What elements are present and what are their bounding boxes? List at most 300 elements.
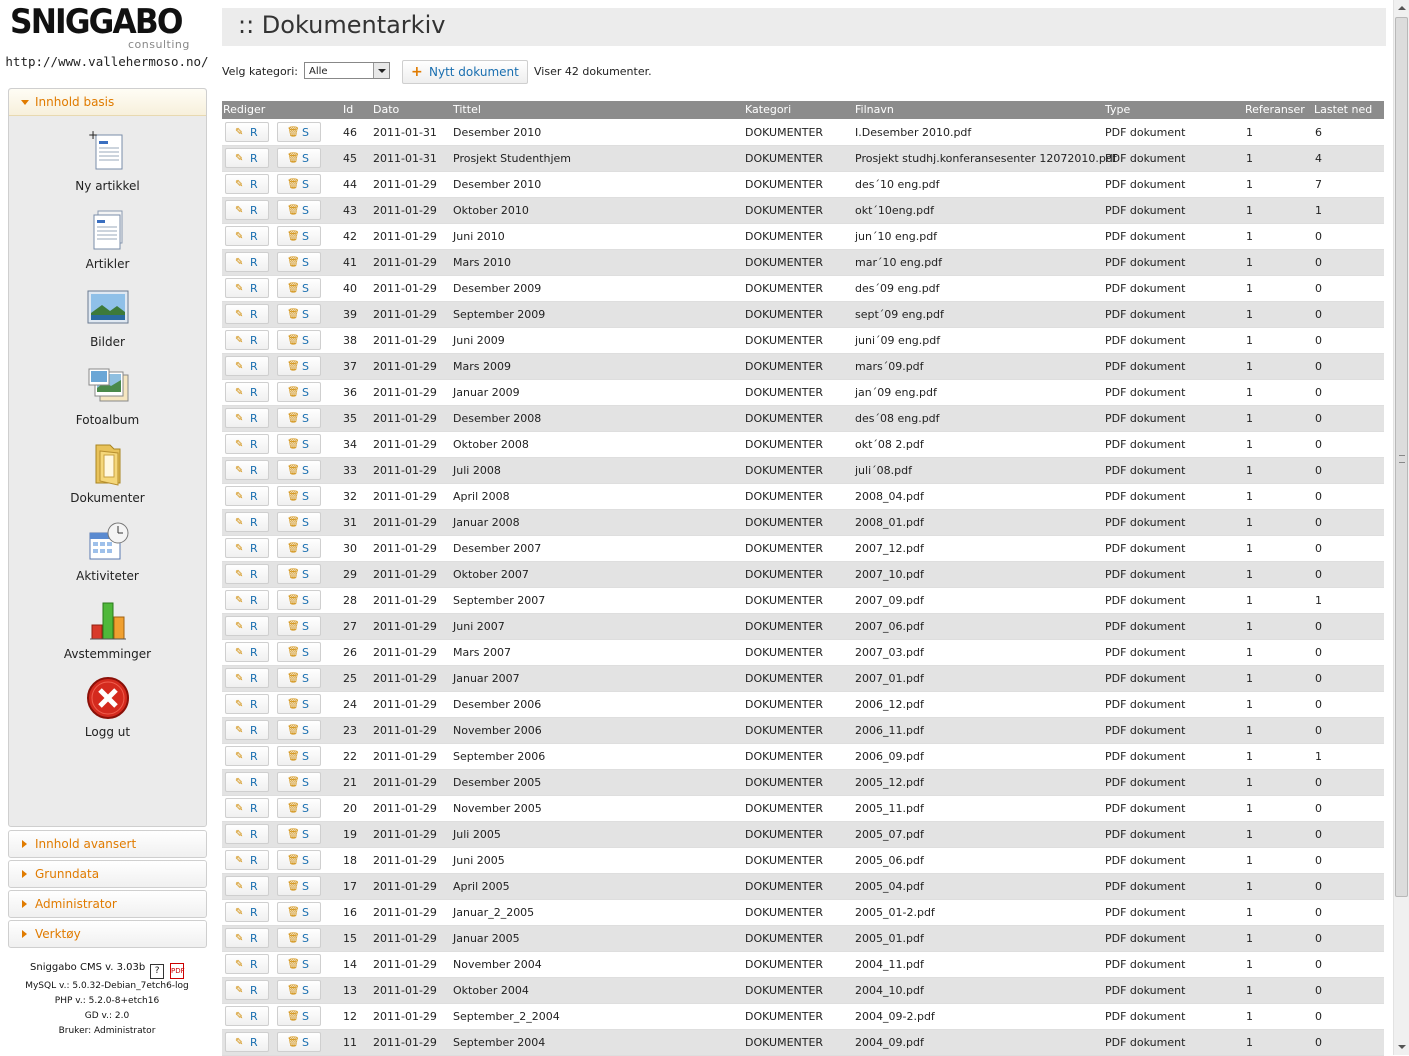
- pencil-icon: ✎: [235, 933, 244, 944]
- trash-icon: 🗑: [287, 959, 300, 970]
- delete-button[interactable]: [277, 1006, 321, 1026]
- delete-label: S: [302, 828, 309, 841]
- delete-label: S: [302, 854, 309, 867]
- cell-id: 18: [343, 854, 357, 867]
- cell-dato: 2011-01-29: [373, 412, 437, 425]
- edit-button[interactable]: [225, 538, 269, 558]
- cell-kategori: DOKUMENTER: [745, 880, 824, 893]
- images-icon: [84, 285, 132, 331]
- edit-button[interactable]: [225, 720, 269, 740]
- table-row: [222, 250, 1384, 276]
- cell-type: PDF dokument: [1105, 516, 1186, 529]
- bar-chart-icon: [84, 597, 132, 643]
- cell-dato: 2011-01-29: [373, 854, 437, 867]
- table-row: [222, 380, 1384, 406]
- edit-label: R: [250, 230, 258, 243]
- cell-lastet-ned: 0: [1315, 282, 1322, 295]
- col-header-rediger: Rediger: [223, 103, 266, 116]
- cell-type: PDF dokument: [1105, 958, 1186, 971]
- edit-button[interactable]: [225, 434, 269, 454]
- edit-button[interactable]: [225, 408, 269, 428]
- cell-lastet-ned: 0: [1315, 438, 1322, 451]
- cell-filnavn[interactable]: 2005_06.pdf: [855, 854, 924, 867]
- edit-button[interactable]: [225, 356, 269, 376]
- delete-button[interactable]: [277, 304, 321, 324]
- cell-lastet-ned: 0: [1315, 412, 1322, 425]
- col-header-referanser[interactable]: Referanser: [1245, 103, 1305, 116]
- cell-referanser: 1: [1246, 516, 1253, 529]
- cell-kategori: DOKUMENTER: [745, 516, 824, 529]
- cell-filnavn[interactable]: 2008_01.pdf: [855, 516, 924, 529]
- edit-button[interactable]: [225, 590, 269, 610]
- delete-button[interactable]: [277, 148, 321, 168]
- cell-id: 32: [343, 490, 357, 503]
- edit-button[interactable]: [225, 954, 269, 974]
- cell-filnavn[interactable]: 2004_10.pdf: [855, 984, 924, 997]
- edit-button[interactable]: [225, 902, 269, 922]
- cell-dato: 2011-01-29: [373, 620, 437, 633]
- cell-filnavn[interactable]: 2006_09.pdf: [855, 750, 924, 763]
- edit-label: R: [250, 984, 258, 997]
- table-row: [222, 1004, 1384, 1030]
- cell-tittel: Oktober 2007: [453, 568, 529, 581]
- cell-kategori: DOKUMENTER: [745, 776, 824, 789]
- delete-button[interactable]: [277, 746, 321, 766]
- vertical-scrollbar[interactable]: [1393, 0, 1409, 1055]
- cell-lastet-ned: 0: [1315, 464, 1322, 477]
- cell-filnavn[interactable]: 2004_09.pdf: [855, 1036, 924, 1049]
- delete-button[interactable]: [277, 174, 321, 194]
- panel-verktoy[interactable]: [8, 920, 207, 948]
- edit-button[interactable]: [225, 252, 269, 272]
- delete-button[interactable]: [277, 694, 321, 714]
- col-header-tittel[interactable]: Tittel: [453, 103, 481, 116]
- edit-button[interactable]: [225, 174, 269, 194]
- cell-filnavn[interactable]: 2008_04.pdf: [855, 490, 924, 503]
- edit-label: R: [250, 256, 258, 269]
- cell-filnavn[interactable]: juli´08.pdf: [855, 464, 912, 477]
- edit-button[interactable]: [225, 642, 269, 662]
- pencil-icon: ✎: [235, 751, 244, 762]
- cell-referanser: 1: [1246, 308, 1253, 321]
- cell-id: 33: [343, 464, 357, 477]
- cell-lastet-ned: 1: [1315, 204, 1322, 217]
- chevron-down-icon: [21, 100, 29, 105]
- cell-referanser: 1: [1246, 932, 1253, 945]
- cell-filnavn[interactable]: 2007_01.pdf: [855, 672, 924, 685]
- pencil-icon: ✎: [235, 361, 244, 372]
- cell-lastet-ned: 0: [1315, 906, 1322, 919]
- table-row: [222, 198, 1384, 224]
- cell-tittel: Oktober 2010: [453, 204, 529, 217]
- cell-filnavn[interactable]: 2004_11.pdf: [855, 958, 924, 971]
- edit-button[interactable]: [225, 928, 269, 948]
- cell-tittel: Juni 2007: [453, 620, 505, 633]
- cell-tittel: Juni 2009: [453, 334, 505, 347]
- cell-type: PDF dokument: [1105, 724, 1186, 737]
- edit-button[interactable]: [225, 330, 269, 350]
- delete-button[interactable]: [277, 330, 321, 350]
- cell-referanser: 1: [1246, 672, 1253, 685]
- cell-dato: 2011-01-31: [373, 126, 437, 139]
- cell-kategori: DOKUMENTER: [745, 568, 824, 581]
- cell-dato: 2011-01-29: [373, 594, 437, 607]
- folder-icon: [84, 441, 132, 487]
- cell-filnavn[interactable]: 2007_09.pdf: [855, 594, 924, 607]
- cell-type: PDF dokument: [1105, 672, 1186, 685]
- cell-kategori: DOKUMENTER: [745, 932, 824, 945]
- delete-button[interactable]: [277, 486, 321, 506]
- delete-button[interactable]: [277, 512, 321, 532]
- cell-filnavn[interactable]: 2007_06.pdf: [855, 620, 924, 633]
- cell-id: 23: [343, 724, 357, 737]
- cell-tittel: Januar 2007: [453, 672, 520, 685]
- delete-button[interactable]: [277, 720, 321, 740]
- edit-button[interactable]: [225, 980, 269, 1000]
- menu-item-avstemminger[interactable]: [9, 597, 206, 661]
- delete-button[interactable]: [277, 538, 321, 558]
- cell-filnavn[interactable]: jun´10 eng.pdf: [855, 230, 938, 243]
- cell-filnavn[interactable]: 2005_12.pdf: [855, 776, 924, 789]
- table-row: [222, 848, 1384, 874]
- cell-kategori: DOKUMENTER: [745, 464, 824, 477]
- delete-button[interactable]: [277, 928, 321, 948]
- cell-filnavn[interactable]: juni´09 eng.pdf: [855, 334, 941, 347]
- cell-kategori: DOKUMENTER: [745, 594, 824, 607]
- cell-id: 30: [343, 542, 357, 555]
- table-row: [222, 328, 1384, 354]
- delete-button[interactable]: [277, 590, 321, 610]
- panel-innhold-basis-header[interactable]: [9, 89, 206, 116]
- menu-item-fotoalbum[interactable]: [9, 363, 206, 427]
- cell-kategori: DOKUMENTER: [745, 906, 824, 919]
- cell-filnavn[interactable]: des´08 eng.pdf: [855, 412, 940, 425]
- cell-lastet-ned: 0: [1315, 672, 1322, 685]
- cell-kategori: DOKUMENTER: [745, 256, 824, 269]
- cell-tittel: Oktober 2004: [453, 984, 529, 997]
- edit-button[interactable]: [225, 772, 269, 792]
- delete-button[interactable]: [277, 278, 321, 298]
- pencil-icon: ✎: [235, 127, 244, 138]
- col-header-dato[interactable]: Dato: [373, 103, 400, 116]
- edit-button[interactable]: [225, 824, 269, 844]
- cell-lastet-ned: 6: [1315, 126, 1322, 139]
- cell-kategori: DOKUMENTER: [745, 542, 824, 555]
- delete-button[interactable]: [277, 200, 321, 220]
- edit-button[interactable]: [225, 226, 269, 246]
- cell-filnavn[interactable]: des´09 eng.pdf: [855, 282, 940, 295]
- cell-filnavn[interactable]: sept´09 eng.pdf: [855, 308, 944, 321]
- col-header-type[interactable]: Type: [1105, 103, 1131, 116]
- pencil-icon: ✎: [235, 855, 244, 866]
- cell-type: PDF dokument: [1105, 230, 1186, 243]
- photo-album-icon: [84, 363, 132, 409]
- site-url-link[interactable]: http://www.vallehermoso.no/: [5, 54, 209, 69]
- document-table-body: [222, 120, 1384, 1056]
- delete-button[interactable]: [277, 824, 321, 844]
- cell-id: 16: [343, 906, 357, 919]
- edit-button[interactable]: [225, 382, 269, 402]
- category-label: Velg kategori:: [222, 65, 298, 78]
- delete-button[interactable]: [277, 460, 321, 480]
- logo-text: SNIGGABO: [10, 2, 182, 42]
- cell-type: PDF dokument: [1105, 984, 1186, 997]
- cell-dato: 2011-01-29: [373, 958, 437, 971]
- delete-label: S: [302, 568, 309, 581]
- edit-button[interactable]: [225, 148, 269, 168]
- edit-button[interactable]: [225, 616, 269, 636]
- pencil-icon: ✎: [235, 439, 244, 450]
- pencil-icon: ✎: [235, 959, 244, 970]
- edit-label: R: [250, 308, 258, 321]
- cell-filnavn[interactable]: okt´08 2.pdf: [855, 438, 924, 451]
- pencil-icon: ✎: [235, 543, 244, 554]
- cell-referanser: 1: [1246, 854, 1253, 867]
- cell-lastet-ned: 0: [1315, 880, 1322, 893]
- sidebar: [0, 0, 214, 1055]
- edit-button[interactable]: [225, 564, 269, 584]
- cell-referanser: 1: [1246, 230, 1253, 243]
- new-document-button[interactable]: [402, 60, 528, 84]
- trash-icon: 🗑: [287, 439, 300, 450]
- cell-filnavn[interactable]: 2005_07.pdf: [855, 828, 924, 841]
- delete-button[interactable]: [277, 668, 321, 688]
- pdf-icon[interactable]: PDF: [170, 963, 184, 979]
- col-header-id[interactable]: Id: [343, 103, 354, 116]
- cell-tittel: Oktober 2008: [453, 438, 529, 451]
- scroll-down-arrow-icon[interactable]: [1394, 1039, 1409, 1055]
- cell-kategori: DOKUMENTER: [745, 230, 824, 243]
- cell-dato: 2011-01-29: [373, 1036, 437, 1049]
- delete-button[interactable]: [277, 616, 321, 636]
- cell-filnavn[interactable]: 2007_03.pdf: [855, 646, 924, 659]
- col-header-lastet-ned[interactable]: Lastet ned: [1314, 103, 1373, 116]
- edit-label: R: [250, 542, 258, 555]
- panel-label: Innhold avansert: [35, 837, 137, 851]
- cell-dato: 2011-01-29: [373, 490, 437, 503]
- cell-lastet-ned: 0: [1315, 854, 1322, 867]
- edit-button[interactable]: [225, 1032, 269, 1052]
- cell-tittel: Desember 2007: [453, 542, 542, 555]
- delete-button[interactable]: [277, 798, 321, 818]
- chevron-down-icon[interactable]: [373, 63, 389, 78]
- delete-label: S: [302, 984, 309, 997]
- edit-button[interactable]: [225, 798, 269, 818]
- edit-button[interactable]: [225, 746, 269, 766]
- delete-label: S: [302, 698, 309, 711]
- table-row: [222, 484, 1384, 510]
- edit-label: R: [250, 178, 258, 191]
- menu-item-aktiviteter[interactable]: [9, 519, 206, 583]
- trash-icon: 🗑: [287, 517, 300, 528]
- cell-kategori: DOKUMENTER: [745, 854, 824, 867]
- panel-grunndata[interactable]: [8, 860, 207, 888]
- delete-button[interactable]: [277, 954, 321, 974]
- cell-filnavn[interactable]: 2007_10.pdf: [855, 568, 924, 581]
- cell-kategori: DOKUMENTER: [745, 1036, 824, 1049]
- edit-button[interactable]: [225, 694, 269, 714]
- pencil-icon: ✎: [235, 465, 244, 476]
- menu-item-ny-artikkel[interactable]: [9, 129, 206, 193]
- table-row: [222, 978, 1384, 1004]
- col-header-kategori[interactable]: Kategori: [745, 103, 792, 116]
- cell-tittel: Juli 2008: [453, 464, 501, 477]
- cell-dato: 2011-01-29: [373, 204, 437, 217]
- cell-referanser: 1: [1246, 360, 1253, 373]
- cell-filnavn[interactable]: I.Desember 2010.pdf: [855, 126, 972, 139]
- edit-button[interactable]: [225, 304, 269, 324]
- cell-lastet-ned: 7: [1315, 178, 1322, 191]
- cell-filnavn[interactable]: 2007_12.pdf: [855, 542, 924, 555]
- cell-dato: 2011-01-29: [373, 646, 437, 659]
- delete-button[interactable]: [277, 252, 321, 272]
- cell-referanser: 1: [1246, 906, 1253, 919]
- mysql-version: MySQL v.: 5.0.32-Debian_7etch6-log: [25, 981, 189, 991]
- delete-button[interactable]: [277, 434, 321, 454]
- cell-tittel: Desember 2008: [453, 412, 542, 425]
- table-row: [222, 744, 1384, 770]
- current-user: Bruker: Administrator: [58, 1026, 156, 1036]
- cell-filnavn[interactable]: okt´10eng.pdf: [855, 204, 934, 217]
- edit-button[interactable]: [225, 122, 269, 142]
- main-content: [222, 0, 1394, 1055]
- edit-label: R: [250, 282, 258, 295]
- edit-button[interactable]: [225, 668, 269, 688]
- delete-label: S: [302, 412, 309, 425]
- cell-referanser: 1: [1246, 542, 1253, 555]
- cell-filnavn[interactable]: 2005_01.pdf: [855, 932, 924, 945]
- cell-dato: 2011-01-29: [373, 724, 437, 737]
- cell-filnavn[interactable]: jan´09 eng.pdf: [855, 386, 937, 399]
- delete-button[interactable]: [277, 382, 321, 402]
- edit-button[interactable]: [225, 460, 269, 480]
- edit-label: R: [250, 334, 258, 347]
- cell-filnavn[interactable]: 2006_12.pdf: [855, 698, 924, 711]
- cell-kategori: DOKUMENTER: [745, 828, 824, 841]
- cell-referanser: 1: [1246, 568, 1253, 581]
- cell-referanser: 1: [1246, 776, 1253, 789]
- cell-lastet-ned: 0: [1315, 516, 1322, 529]
- delete-button[interactable]: [277, 772, 321, 792]
- menu-item-label: Artikler: [85, 257, 130, 271]
- menu-item-logg-ut[interactable]: [9, 675, 206, 739]
- cell-dato: 2011-01-29: [373, 178, 437, 191]
- delete-button[interactable]: [277, 226, 321, 246]
- cell-kategori: DOKUMENTER: [745, 724, 824, 737]
- cell-kategori: DOKUMENTER: [745, 802, 824, 815]
- trash-icon: 🗑: [287, 231, 300, 242]
- delete-button[interactable]: [277, 980, 321, 1000]
- panel-administrator[interactable]: [8, 890, 207, 918]
- delete-label: S: [302, 256, 309, 269]
- panel-innhold-avansert[interactable]: [8, 830, 207, 858]
- cell-filnavn[interactable]: 2006_11.pdf: [855, 724, 924, 737]
- cell-referanser: 1: [1246, 386, 1253, 399]
- edit-button[interactable]: [225, 200, 269, 220]
- edit-button[interactable]: [225, 876, 269, 896]
- edit-label: R: [250, 724, 258, 737]
- pencil-icon: ✎: [235, 387, 244, 398]
- cell-id: 14: [343, 958, 357, 971]
- edit-button[interactable]: [225, 486, 269, 506]
- delete-button[interactable]: [277, 902, 321, 922]
- cell-kategori: DOKUMENTER: [745, 620, 824, 633]
- edit-button[interactable]: [225, 850, 269, 870]
- cell-filnavn[interactable]: mars´09.pdf: [855, 360, 924, 373]
- scroll-up-arrow-icon[interactable]: [1394, 0, 1409, 16]
- delete-label: S: [302, 230, 309, 243]
- delete-button[interactable]: [277, 850, 321, 870]
- table-header: [222, 101, 1384, 119]
- scrollbar-thumb[interactable]: [1395, 17, 1408, 897]
- delete-button[interactable]: [277, 642, 321, 662]
- panel-label: Administrator: [35, 897, 117, 911]
- delete-button[interactable]: [277, 122, 321, 142]
- trash-icon: 🗑: [287, 179, 300, 190]
- chevron-right-icon: [22, 870, 27, 878]
- cell-filnavn[interactable]: 2005_04.pdf: [855, 880, 924, 893]
- menu-item-dokumenter[interactable]: [9, 441, 206, 505]
- edit-button[interactable]: [225, 512, 269, 532]
- table-row: [222, 1030, 1384, 1056]
- cell-filnavn[interactable]: 2004_09-2.pdf: [855, 1010, 935, 1023]
- cell-tittel: Januar 2008: [453, 516, 520, 529]
- cell-lastet-ned: 0: [1315, 308, 1322, 321]
- cell-id: 35: [343, 412, 357, 425]
- cell-lastet-ned: 0: [1315, 1036, 1322, 1049]
- cell-filnavn[interactable]: 2005_11.pdf: [855, 802, 924, 815]
- delete-button[interactable]: [277, 1032, 321, 1052]
- cell-referanser: 1: [1246, 438, 1253, 451]
- delete-button[interactable]: [277, 564, 321, 584]
- delete-button[interactable]: [277, 408, 321, 428]
- col-header-filnavn[interactable]: Filnavn: [855, 103, 894, 116]
- delete-button[interactable]: [277, 356, 321, 376]
- help-icon[interactable]: ?: [150, 964, 164, 979]
- trash-icon: 🗑: [287, 647, 300, 658]
- cell-filnavn[interactable]: mar´10 eng.pdf: [855, 256, 943, 269]
- cell-id: 39: [343, 308, 357, 321]
- menu-item-bilder[interactable]: [9, 285, 206, 349]
- cell-filnavn[interactable]: des´10 eng.pdf: [855, 178, 940, 191]
- cell-type: PDF dokument: [1105, 412, 1186, 425]
- cell-type: PDF dokument: [1105, 542, 1186, 555]
- edit-button[interactable]: [225, 278, 269, 298]
- cell-id: 21: [343, 776, 357, 789]
- delete-label: S: [302, 932, 309, 945]
- pencil-icon: ✎: [235, 725, 244, 736]
- edit-button[interactable]: [225, 1006, 269, 1026]
- trash-icon: 🗑: [287, 881, 300, 892]
- category-select[interactable]: [304, 62, 390, 79]
- cell-tittel: Januar 2009: [453, 386, 520, 399]
- delete-label: S: [302, 776, 309, 789]
- menu-item-label: Dokumenter: [70, 491, 145, 505]
- brand-logo[interactable]: [10, 4, 190, 52]
- cell-lastet-ned: 0: [1315, 386, 1322, 399]
- delete-button[interactable]: [277, 876, 321, 896]
- cell-filnavn[interactable]: 2005_01-2.pdf: [855, 906, 935, 919]
- cell-filnavn[interactable]: Prosjekt studhj.konferansesenter 12072010.pdf: [855, 152, 1117, 165]
- cell-dato: 2011-01-29: [373, 802, 437, 815]
- pencil-icon: ✎: [235, 621, 244, 632]
- cell-lastet-ned: 0: [1315, 542, 1322, 555]
- cell-type: PDF dokument: [1105, 698, 1186, 711]
- menu-item-artikler[interactable]: [9, 207, 206, 271]
- cell-type: PDF dokument: [1105, 204, 1186, 217]
- menu-item-label: Aktiviteter: [76, 569, 139, 583]
- cell-id: 46: [343, 126, 357, 139]
